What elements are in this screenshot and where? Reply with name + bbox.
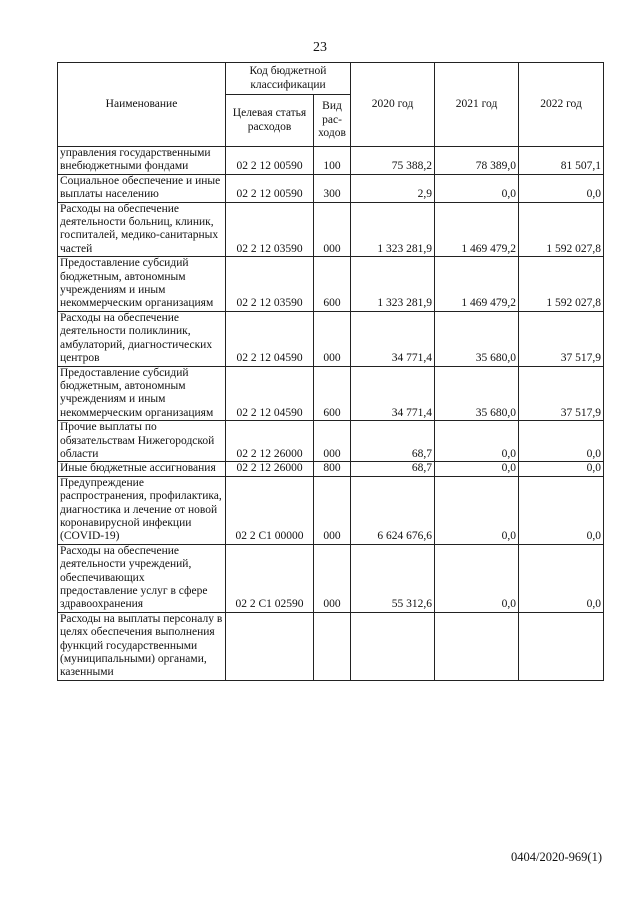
row-name: управления государственными внебюджетными фондами [58,147,226,175]
row-2022: 37 517,9 [519,366,604,421]
row-2021: 0,0 [435,174,519,202]
row-2021: 0,0 [435,476,519,544]
row-target-code: 02 2 C1 02590 [226,544,314,612]
row-target-code: 02 2 12 04590 [226,311,314,366]
row-2022: 37 517,9 [519,311,604,366]
row-expense-type: 000 [314,544,351,612]
row-2022: 0,0 [519,462,604,476]
row-target-code: 02 2 12 00590 [226,174,314,202]
row-2022: 0,0 [519,421,604,462]
row-2022: 0,0 [519,476,604,544]
row-2020: 2,9 [351,174,435,202]
table-row [58,257,604,312]
row-2020: 68,7 [351,421,435,462]
header-2020: 2020 год [351,63,435,147]
table-row [58,174,604,202]
row-2020: 34 771,4 [351,311,435,366]
table-row [58,544,604,612]
page-number: 23 [313,40,327,55]
row-2020: 68,7 [351,462,435,476]
row-expense-type: 000 [314,476,351,544]
row-target-code: 02 2 12 00590 [226,147,314,175]
row-target-code: 02 2 12 04590 [226,366,314,421]
row-expense-type [314,612,351,680]
table-row [58,147,604,175]
row-target-code: 02 2 C1 00000 [226,476,314,544]
row-2020: 1 323 281,9 [351,257,435,312]
header-2021: 2021 год [435,63,519,147]
budget-table [57,62,604,681]
table-row [58,612,604,680]
row-2022 [519,612,604,680]
row-2021: 35 680,0 [435,366,519,421]
row-2022: 81 507,1 [519,147,604,175]
row-2020: 1 323 281,9 [351,202,435,257]
header-name: Наименование [58,63,226,147]
header-target: Целевая статья расходов [226,95,314,147]
row-name: Предоставление субсидий бюджетным, автономным учреждениям и иным некоммерческим организациям [58,257,226,312]
row-expense-type: 300 [314,174,351,202]
row-2021: 1 469 479,2 [435,202,519,257]
row-2021: 0,0 [435,462,519,476]
row-2020: 55 312,6 [351,544,435,612]
row-name: Расходы на выплаты персоналу в целях обеспечения выполнения функций государственными (муниципальными) органами, казенными [58,612,226,680]
table-row [58,202,604,257]
row-name: Расходы на обеспечение деятельности больниц, клиник, госпиталей, медико-санитарных частей [58,202,226,257]
row-2022: 1 592 027,8 [519,257,604,312]
row-target-code: 02 2 12 03590 [226,257,314,312]
table-row [58,476,604,544]
row-2021 [435,612,519,680]
row-2022: 1 592 027,8 [519,202,604,257]
row-target-code: 02 2 12 26000 [226,462,314,476]
row-2020: 6 624 676,6 [351,476,435,544]
table-body [58,147,604,681]
row-2021: 0,0 [435,421,519,462]
row-name: Прочие выплаты по обязательствам Нижегородской области [58,421,226,462]
row-expense-type: 600 [314,366,351,421]
row-name: Иные бюджетные ассигнования [58,462,226,476]
row-2020: 75 388,2 [351,147,435,175]
row-2022: 0,0 [519,544,604,612]
row-expense-type: 000 [314,311,351,366]
table-row [58,462,604,476]
row-name: Расходы на обеспечение деятельности поликлиник, амбулаторий, диагностических центров [58,311,226,366]
row-expense-type: 600 [314,257,351,312]
row-2021: 1 469 479,2 [435,257,519,312]
table-row [58,366,604,421]
header-kbk: Код бюджетной классификации [226,63,351,95]
row-2021: 35 680,0 [435,311,519,366]
header-2022: 2022 год [519,63,604,147]
row-expense-type: 100 [314,147,351,175]
table-row [58,311,604,366]
row-2022: 0,0 [519,174,604,202]
row-name: Расходы на обеспечение деятельности учреждений, обеспечивающих предоставление услуг в сфере здравоохранения [58,544,226,612]
row-2021: 0,0 [435,544,519,612]
row-name: Социальное обеспечение и иные выплаты населению [58,174,226,202]
table-row [58,421,604,462]
row-name: Предоставление субсидий бюджетным, автономным учреждениям и иным некоммерческим организациям [58,366,226,421]
row-2021: 78 389,0 [435,147,519,175]
document-code: 0404/2020-969(1) [511,850,602,864]
row-2020: 34 771,4 [351,366,435,421]
row-expense-type: 000 [314,421,351,462]
header-type: Вид рас-ходов [314,95,351,147]
row-2020 [351,612,435,680]
row-target-code: 02 2 12 26000 [226,421,314,462]
row-expense-type: 800 [314,462,351,476]
row-name: Предупреждение распространения, профилактика, диагностика и лечение от новой коронавирусной инфекции (COVID-19) [58,476,226,544]
row-target-code [226,612,314,680]
row-target-code: 02 2 12 03590 [226,202,314,257]
row-expense-type: 000 [314,202,351,257]
